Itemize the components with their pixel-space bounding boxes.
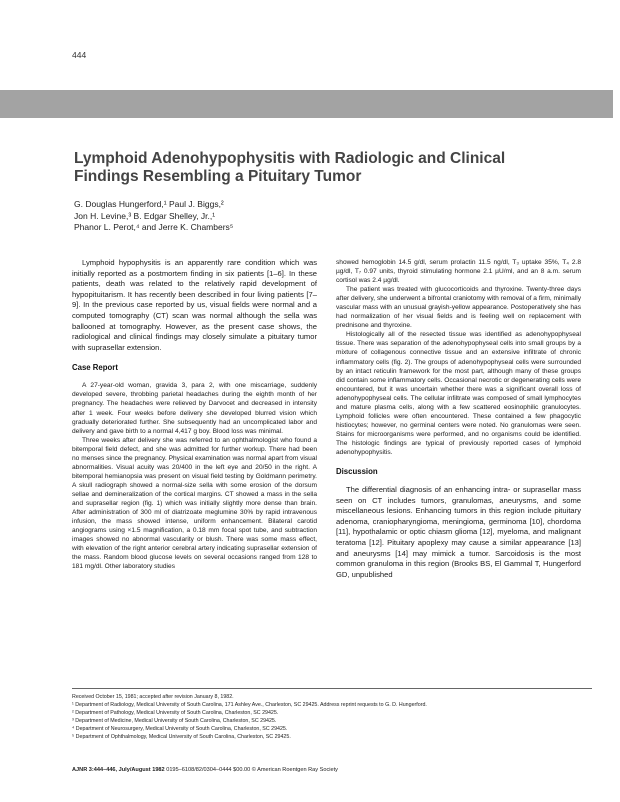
footnote: ⁵ Department of Ophthalmology, Medical University of South Carolina, Charleston, SC 29425. — [72, 734, 291, 741]
journal-citation — [72, 767, 338, 773]
author-list — [74, 199, 374, 234]
abstract: Lymphoid hypophysitis is an apparently rare condition which was initially reported as a postmortem finding in six patients [1–6]. In these patients, death was related to the relatively rapid development of hypopituitarism. It has recently been described in four living patients [7–9]. In the previous case reported by us, visual fields were normal and a computed tomography (CT) scan was normal although the sella was ballooned at tomography. However, as the present case shows, the radiological and clinical findings may closely simulate a pituitary tumor with suprasellar extension. — [72, 258, 317, 352]
journal-citation-bold: AJNR 3:444–446, July/August 1982 — [72, 767, 165, 773]
right-column — [336, 258, 581, 580]
body-paragraph: showed hemoglobin 14.5 g/dl, serum prolactin 11.5 ng/dl, T₃ uptake 35%, T₄ 2.8 µg/dl, T₇ 0.97 units, thyroid stimulating hormone 2.1 µU/ml, and an 8 a.m. serum cortisol was 2.4 µg/dl. — [336, 259, 581, 285]
journal-citation-rest: 0195–6108/82/0304–0444 $00.00 © American Roentgen Ray Society — [164, 767, 338, 773]
header-banner — [0, 90, 613, 118]
case-report-paragraph: Three weeks after delivery she was referred to an ophthalmologist who found a bitemporal field defect, and she was admitted for further workup. There had been no menses since the pregnancy. Physical examination was normal apart from visual abnormalities. Visual acuity was 20/400 in the left eye and 20/50 in the right. A bitemporal hemianopsia was present on visual field testing by Goldmann perimetry. A skull radiograph showed a normal-size sella with some erosion of the dorsum sellae and demineralization of the cortical margins. CT showed a mass in the sella and suprasellar region (fig. 1) which was initially slightly more dense than brain. After administration of 300 ml of diatrizoate meglumine 30% by rapid intravenous infusion, the mass showed intense, uniform enhancement. Bilateral carotid angiograms using ×1.5 magnification, a 0.18 mm focal spot tube, and subtraction images showed no abnormal vascularity or blush. There was some mass effect, with elevation of the right anterior cerebral artery indicating suprasellar extension of the mass. Random blood glucose levels on several occasions ranged from 128 to 181 mg/dl. Other laboratory studies — [72, 436, 317, 571]
footnote: ² Department of Pathology, Medical University of South Carolina, Charleston, SC 29425. — [72, 710, 279, 717]
footnote: ³ Department of Medicine, Medical University of South Carolina, Charleston, SC 29425. — [72, 718, 277, 725]
author-line: G. Douglas Hungerford,¹ Paul J. Biggs,² — [74, 199, 224, 209]
article-title: Lymphoid Adenohypophysitis with Radiologic and Clinical Findings Resembling a Pituitary Tumor — [74, 150, 506, 185]
author-line: Phanor L. Perot,⁴ and Jerre K. Chambers⁵ — [74, 222, 234, 232]
discussion-paragraph: The differential diagnosis of an enhancing intra- or suprasellar mass seen on CT includes tumors, granulomas, aneurysms, and some miscellaneous lesions. Enhancing tumors in this region include pituitary adenoma, craniopharyngioma, meningioma, germinoma [10], chordoma [11], hypothalamic or optic chiasm glioma [12], myeloma, and malignant teratoma [12]. Pituitary apoplexy may cause a similar appearance [13] and aneurysms [14] may mimick a tumor. Sarcoidosis is the most common granuloma in this region (Brooks BS, El Gammal T, Hungerford GD, unpublished — [336, 485, 581, 579]
page-number: 444 — [72, 50, 87, 60]
case-report-paragraph: A 27-year-old woman, gravida 3, para 2, with one miscarriage, suddenly developed severe, throbbing parietal headaches during the eighth month of her pregnancy. The headaches were relieved by Darvocet and decreased in intensity after 1 week. Four weeks before delivery she developed blurred vision which gradually deteriorated further. She subsequently had an uncomplicated labor and delivery and gave birth to a normal 4,417 g boy. Blood loss was minimal. — [72, 382, 317, 435]
footnote: Received October 15, 1981; accepted after revision January 8, 1982. — [72, 694, 234, 700]
footnotes — [72, 688, 592, 742]
body-paragraph: The patient was treated with glucocorticoids and thyroxine. Twenty-three days after delivery, she underwent a bifrontal craniotomy with removal of a firm, minimally vascular mass with an unusual grayish-yellow appearance. Postoperatively she has had normalization of her visual fields and is feeling well on replacement with prednisone and thyroxine. — [336, 286, 581, 330]
case-report-heading: Case Report — [72, 363, 118, 373]
footnote: ⁴ Department of Neurosurgery, Medical University of South Carolina, Charleston, SC 29425. — [72, 726, 288, 733]
left-column — [72, 258, 317, 571]
author-line: Jon H. Levine,³ B. Edgar Shelley, Jr.,¹ — [74, 210, 216, 221]
body-paragraph: Histologically all of the resected tissue was identified as adenohypophyseal tissue. There was separation of the adenohypophyseal cells into small groups by a mixture of collagenous connective tissue and an extensive infiltrate of chronic inflammatory cells (fig. 2). The groups of adenohypophyseal cells were surrounded by an intact reticulin framework for the most part, although many of these groups did contain some inflammatory cells. Occasional necrotic or degenerating cells were encountered, but it was uncertain whether there was a significant overall loss of adenohypophyseal cells. The cellular infiltrate was composed of small lymphocytes and mature plasma cells, along with a few scattered eosinophilic granulocytes. Lymphoid follicles were often encountered. These contained a few phagocytic histiocytes; however, no germinal centers were noted. No granulomas were seen. Stains for microorganisms were performed, and no organisms could be identified. The histologic findings are typical of previously reported cases of lymphoid adenohypophysitis. — [336, 331, 581, 456]
discussion-heading: Discussion — [336, 467, 378, 477]
footnote: ¹ Department of Radiology, Medical University of South Carolina, 171 Ashley Ave., Charleston, SC 29425. Address reprint requests to G. D. Hungerford. — [72, 702, 427, 709]
